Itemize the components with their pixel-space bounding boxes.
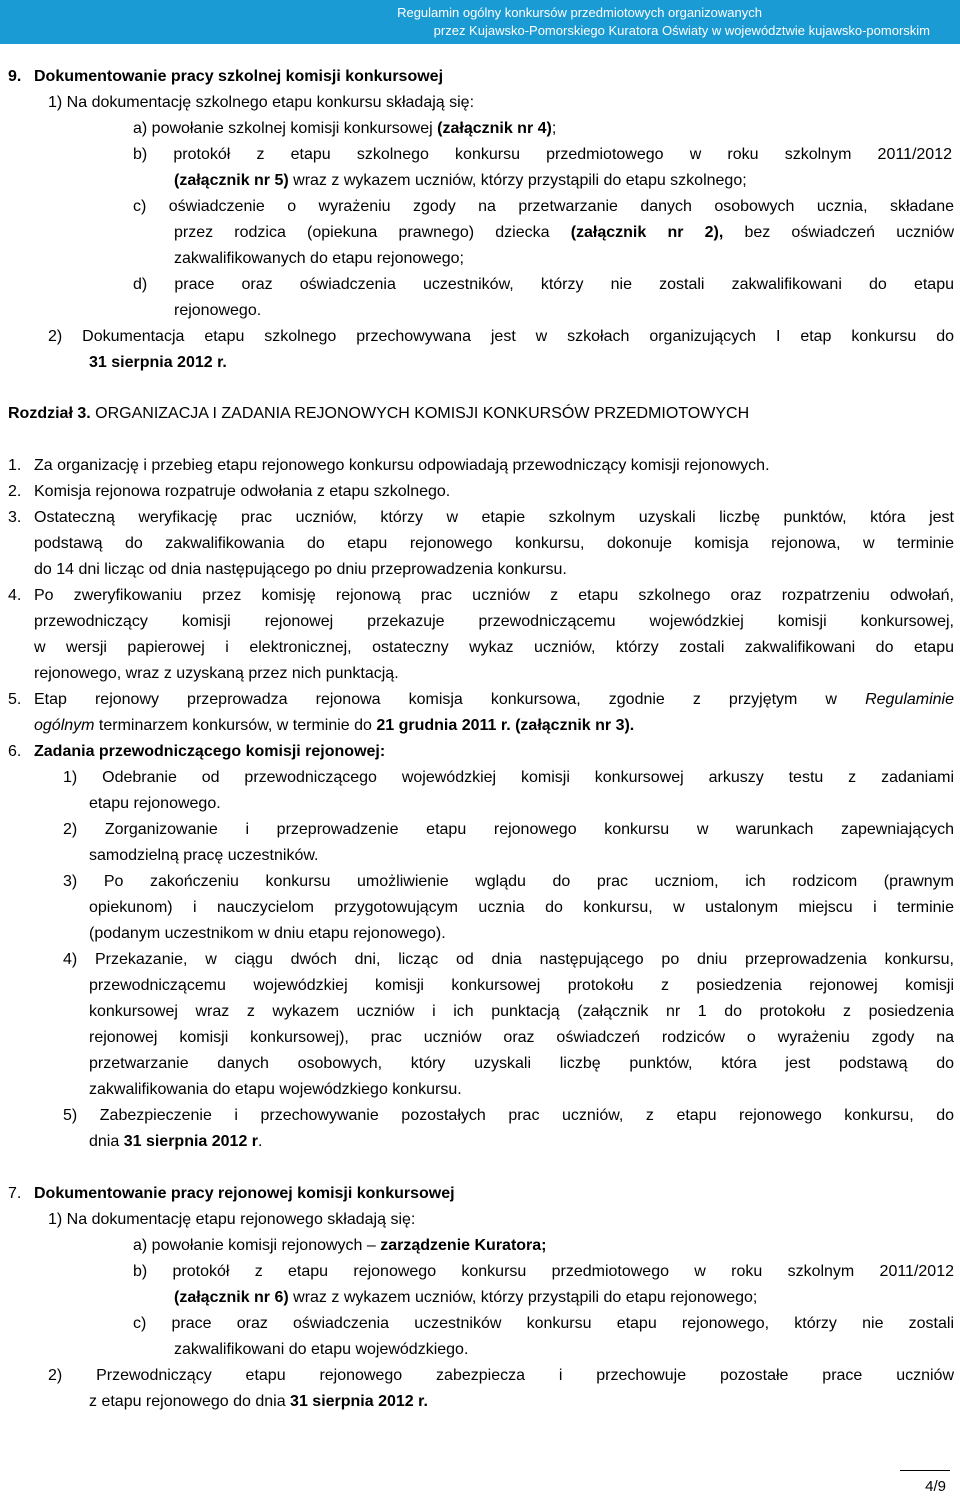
item-3-line-2: podstawą do zakwalifikowania do etapu rejonowego konkursu, dokonuje komisja rejonowa, w terminie xyxy=(34,535,954,552)
task-4-line-6: zakwalifikowania do etapu wojewódzkiego konkursu. xyxy=(89,1081,462,1098)
s9-c1: c) oświadczenie o wyrażeniu zgody na przetwarzanie danych osobowych ucznia, składane xyxy=(133,198,954,215)
running-header xyxy=(0,0,960,44)
s9-p1: 1) Na dokumentację szkolnego etapu konkursu składają się: xyxy=(48,94,475,111)
section-9-number: 9. xyxy=(8,68,22,85)
s7-c1: c) prace oraz oświadczenia uczestników konkursu etapu rejonowego, którzy nie zostali xyxy=(133,1315,954,1332)
s9-b2: (załącznik nr 5) wraz z wykazem uczniów, którzy przystąpili do etapu szkolnego; xyxy=(174,172,747,189)
s9-b1: b) protokół z etapu szkolnego konkursu przedmiotowego w roku szkolnym 2011/2012 xyxy=(133,146,952,163)
item-5-line-1: Etap rejonowy przeprowadza rejonowa komisja konkursowa, zgodnie z przyjętym w Regulaminie xyxy=(34,691,954,708)
task-1-line-2: etapu rejonowego. xyxy=(89,795,221,812)
footer-rule xyxy=(900,1470,950,1471)
item-6-title: Zadania przewodniczącego komisji rejonowej: xyxy=(34,743,386,760)
task-5-line-2: dnia 31 sierpnia 2012 r. xyxy=(89,1133,263,1150)
section-9-title: Dokumentowanie pracy szkolnej komisji konkursowej xyxy=(34,68,444,85)
s7-c2: zakwalifikowani do etapu wojewódzkiego. xyxy=(174,1341,469,1358)
item-3-number: 3. xyxy=(8,509,22,526)
s7-p2-line-1: 2) Przewodniczący etapu rejonowego zabezpiecza i przechowuje pozostałe prace uczniów xyxy=(48,1367,954,1384)
s9-c3: zakwalifikowanych do etapu rejonowego; xyxy=(174,250,464,267)
task-3-line-3: (podanym uczestnikom w dniu etapu rejonowego). xyxy=(89,925,446,942)
s9-a: a) powołanie szkolnej komisji konkursowej (załącznik nr 4); xyxy=(133,120,557,137)
s9-c2: przez rodzica (opiekuna prawnego) dziecka (załącznik nr 2), bez oświadczeń uczniów xyxy=(174,224,955,241)
page-number: 4/9 xyxy=(925,1478,946,1495)
task-4-line-1: 4) Przekazanie, w ciągu dwóch dni, licząc od dnia następującego po dniu przeprowadzenia konkursu, xyxy=(63,951,954,968)
s7-a: a) powołanie komisji rejonowych – zarządzenie Kuratora; xyxy=(133,1237,547,1254)
task-2-line-1: 2) Zorganizowanie i przeprowadzenie etapu rejonowego konkursu w warunkach zapewniających xyxy=(63,821,954,838)
item-2-text: Komisja rejonowa rozpatruje odwołania z etapu szkolnego. xyxy=(34,483,451,500)
s9-d2: rejonowego. xyxy=(174,302,262,319)
header-line-1: Regulamin ogólny konkursów przedmiotowych organizowanych xyxy=(397,5,762,20)
item-4-line-2: przewodniczący komisji rejonowej przekazuje przewodniczącemu wojewódzkiej komisji konkursowej, xyxy=(34,613,954,630)
s9-d1: d) prace oraz oświadczenia uczestników, którzy nie zostali zakwalifikowani do etapu xyxy=(133,276,954,293)
item-5-line-2: ogólnym terminarzem konkursów, w terminie do 21 grudnia 2011 r. (załącznik nr 3). xyxy=(34,717,635,734)
chapter-heading: Rozdział 3. ORGANIZACJA I ZADANIA REJONOWYCH KOMISJI KONKURSÓW PRZEDMIOTOWYCH xyxy=(8,405,750,422)
task-1-line-1: 1) Odebranie od przewodniczącego wojewódzkiej komisji konkursowej arkuszy testu z zadaniami xyxy=(63,769,954,786)
task-4-line-4: rejonowej komisji konkursowej), prac uczniów oraz oświadczeń rodziców o wyrażeniu zgody na xyxy=(89,1029,954,1046)
s9-p2-date: 31 sierpnia 2012 r. xyxy=(89,354,227,371)
s7-b2: (załącznik nr 6) wraz z wykazem uczniów, którzy przystąpili do etapu rejonowego; xyxy=(174,1289,758,1306)
item-6-number: 6. xyxy=(8,743,22,760)
item-4-line-1: Po zweryfikowaniu przez komisję rejonową prac uczniów z etapu szkolnego oraz rozpatrzeniu odwołań, xyxy=(34,587,954,604)
task-2-line-2: samodzielną pracę uczestników. xyxy=(89,847,319,864)
item-4-line-3: w wersji papierowej i elektronicznej, ostateczny wykaz uczniów, którzy zostali zakwalifikowani do etapu xyxy=(34,639,954,656)
item-1-number: 1. xyxy=(8,457,22,474)
item-1-text: Za organizację i przebieg etapu rejonowego konkursu odpowiadają przewodniczący komisji rejonowych. xyxy=(34,457,770,474)
item-4-line-4: rejonowego, wraz z uzyskaną przez nich punktacją. xyxy=(34,665,399,682)
header-line-2: przez Kujawsko-Pomorskiego Kuratora Oświaty w województwie kujawsko-pomorskim xyxy=(433,23,930,38)
item-2-number: 2. xyxy=(8,483,22,500)
task-4-line-5: przetwarzanie danych osobowych, który uzyskali liczbę punktów, która jest podstawą do xyxy=(89,1055,954,1072)
s7-b1: b) protokół z etapu rejonowego konkursu przedmiotowego w roku szkolnym 2011/2012 xyxy=(133,1263,954,1280)
section-7-number: 7. xyxy=(8,1185,22,1202)
item-5-number: 5. xyxy=(8,691,22,708)
s7-p2-line-2: z etapu rejonowego do dnia 31 sierpnia 2012 r. xyxy=(89,1393,428,1410)
s7-p1: 1) Na dokumentację etapu rejonowego składają się: xyxy=(48,1211,416,1228)
task-3-line-2: opiekunom) i nauczycielom przygotowującym ucznia do konkursu, w ustalonym miejscu i terminie xyxy=(89,899,954,916)
item-3-line-1: Ostateczną weryfikację prac uczniów, którzy w etapie szkolnym uzyskali liczbę punktów, która jest xyxy=(34,509,954,526)
task-3-line-1: 3) Po zakończeniu konkursu umożliwienie wglądu do prac uczniom, ich rodzicom (prawnym xyxy=(63,873,954,890)
task-4-line-2: przewodniczącemu wojewódzkiej komisji konkursowej protokołu z posiedzenia rejonowej komisji xyxy=(89,977,954,994)
item-4-number: 4. xyxy=(8,587,22,604)
task-4-line-3: konkursowej wraz z wykazem uczniów i ich punktacją (załącznik nr 1 do protokołu z posiedzenia xyxy=(89,1003,954,1020)
section-7-title: Dokumentowanie pracy rejonowej komisji konkursowej xyxy=(34,1185,455,1202)
task-5-line-1: 5) Zabezpieczenie i przechowywanie pozostałych prac uczniów, z etapu rejonowego konkursu, do xyxy=(63,1107,954,1124)
item-3-line-3: do 14 dni licząc od dnia następującego po dniu przeprowadzenia konkursu. xyxy=(34,561,567,578)
s9-p2: 2) Dokumentacja etapu szkolnego przechowywana jest w szkołach organizujących I etap konkursu do xyxy=(48,328,954,345)
